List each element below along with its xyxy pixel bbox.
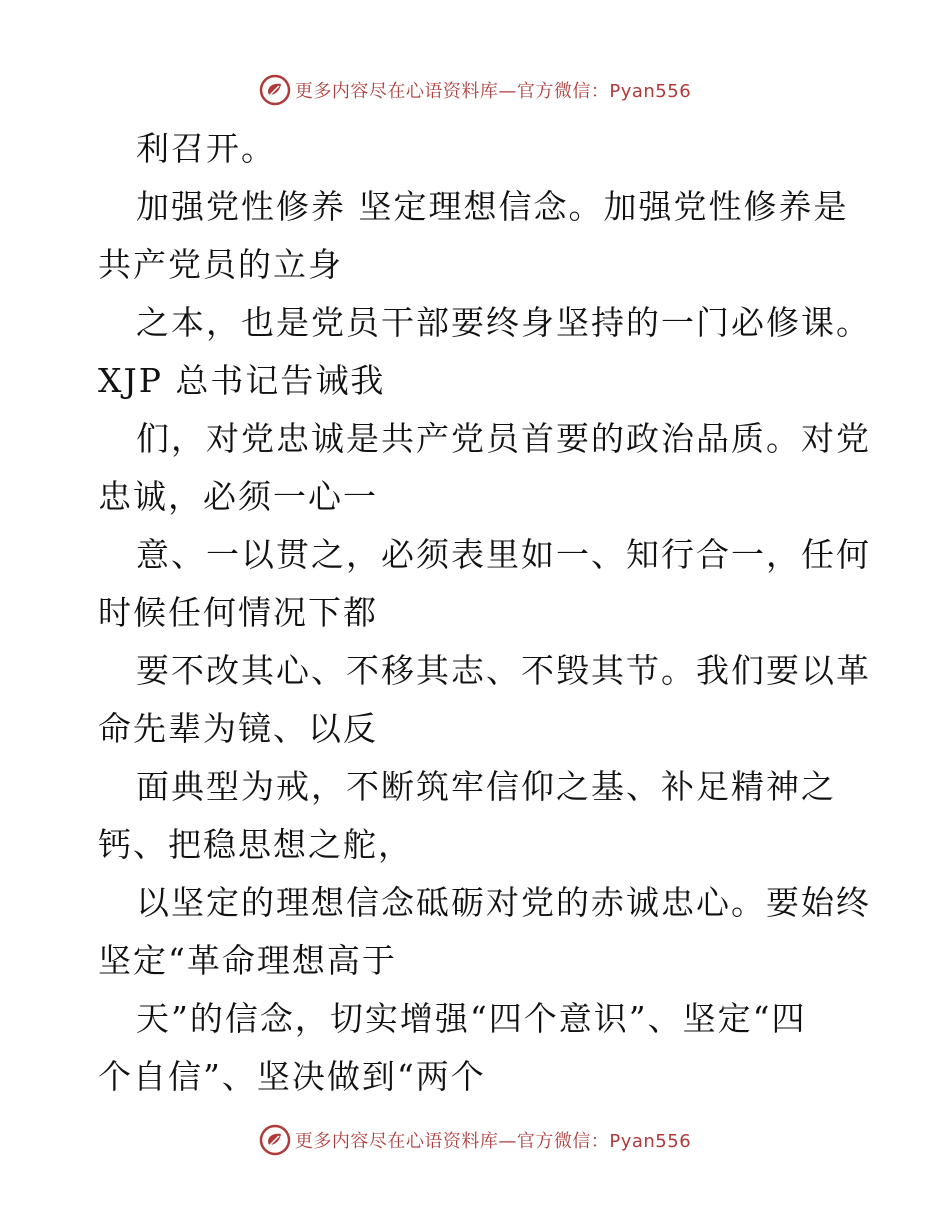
heart-leaf-logo-icon	[259, 1124, 291, 1156]
text-line: 加强党性修养 坚定理想信念。加强党性修养是	[136, 187, 849, 226]
text-line: 面典型为戒，不断筑牢信仰之基、补足精神之	[136, 767, 836, 806]
text-line: 时候任何情况下都	[98, 593, 378, 632]
text-line: 钙、把稳思想之舵，	[98, 825, 413, 864]
text-line: 之本，也是党员干部要终身坚持的一门必修课。	[136, 303, 871, 342]
text-line: 坚定“革命理想高于	[98, 941, 397, 980]
footer-watermark-banner	[0, 1120, 950, 1160]
footer-watermark-text: 更多内容尽在心语资料库—官方微信：Pyan556	[294, 1131, 692, 1152]
heart-leaf-logo-icon	[259, 74, 291, 106]
text-line: 个自信”、坚决做到“两个	[98, 1057, 486, 1096]
header-watermark-text: 更多内容尽在心语资料库—官方微信：Pyan556	[294, 81, 692, 102]
text-line: 要不改其心、不移其志、不毁其节。我们要以革	[136, 651, 871, 690]
text-line: 天”的信念，切实增强“四个意识”、坚定“四	[136, 999, 807, 1038]
text-line: 共产党员的立身	[98, 245, 343, 284]
text-line: 利召开。	[136, 129, 276, 168]
header-watermark-banner	[0, 70, 950, 110]
text-line: 以坚定的理想信念砥砺对党的赤诚忠心。要始终	[136, 883, 871, 922]
text-line: 命先辈为镜、以反	[98, 709, 378, 748]
text-line: XJP 总书记告诫我	[98, 361, 386, 400]
text-line: 们，对党忠诚是共产党员首要的政治品质。对党	[136, 419, 871, 458]
text-line: 忠诚，必须一心一	[98, 477, 378, 516]
text-line: 意、一以贯之，必须表里如一、知行合一，任何	[136, 535, 871, 574]
